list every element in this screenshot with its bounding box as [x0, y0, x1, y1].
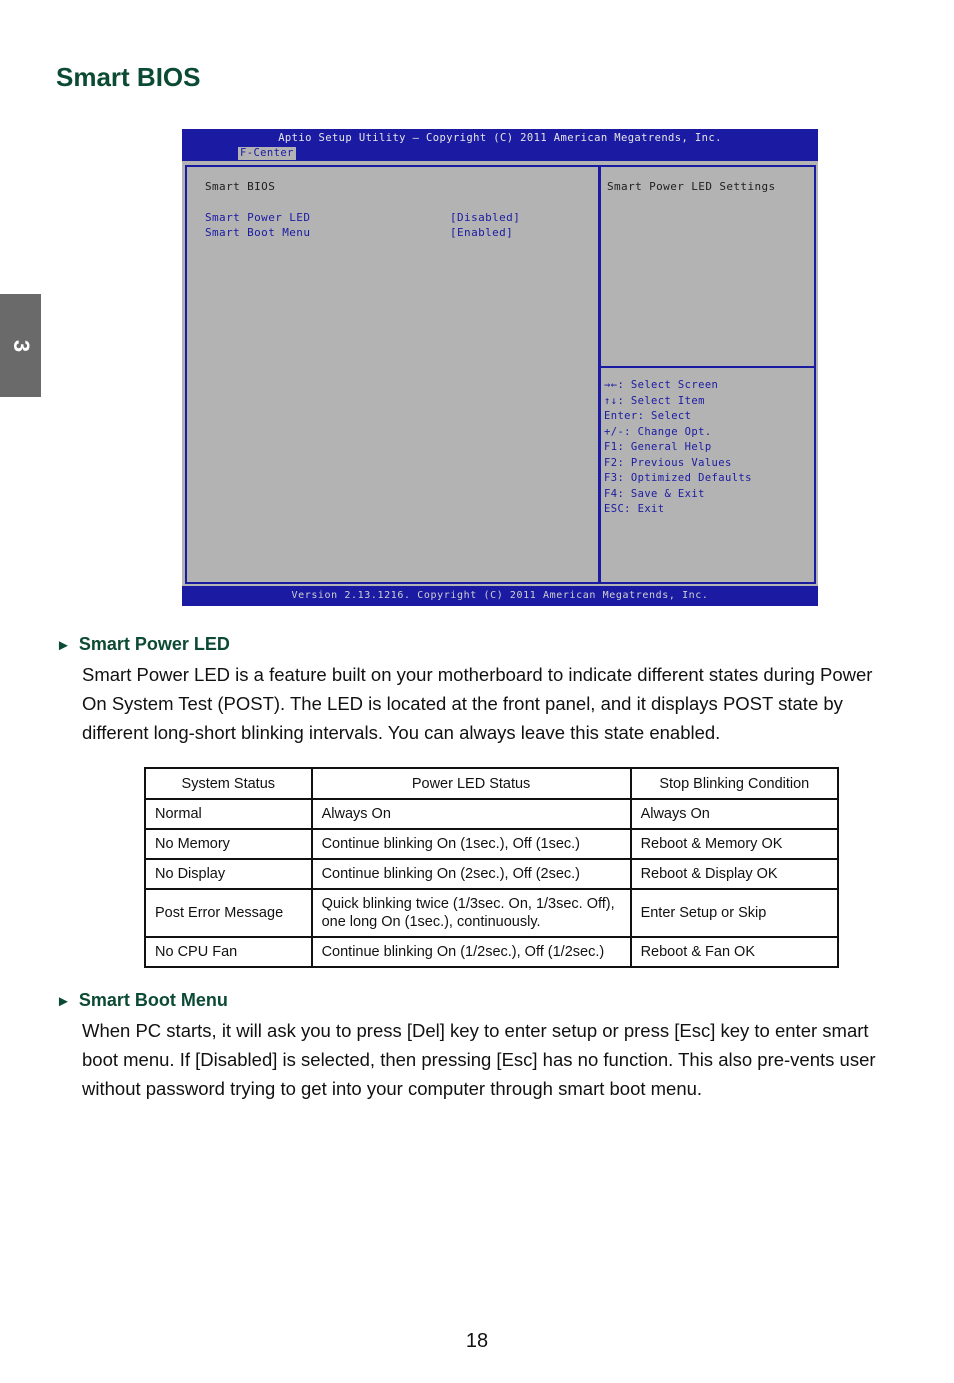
smart-boot-menu-option[interactable]: Smart Boot Menu	[205, 226, 311, 239]
help-divider	[601, 366, 814, 368]
table-row	[145, 799, 838, 829]
table-cell: Reboot & Display OK	[631, 859, 838, 889]
table-row	[145, 889, 838, 937]
table-cell: Reboot & Memory OK	[631, 829, 838, 859]
key-help-item: F2: Previous Values	[604, 456, 732, 469]
table-cell: Quick blinking twice (1/3sec. On, 1/3sec. Off), one long On (1sec.), continuously.	[312, 889, 631, 937]
smart-power-led-value[interactable]: [Disabled]	[450, 211, 521, 224]
smart-boot-menu-description: When PC starts, it will ask you to press [Del] key to enter setup or press [Esc] key to enter smart boot menu. If [Disabled] is selected, then pressing [Esc] has no function. This also pre-vents user without password trying to get into your computer through smart boot menu.	[82, 1020, 876, 1099]
table-cell: Post Error Message	[145, 889, 312, 937]
table-header-row	[145, 768, 838, 799]
key-help-item: Enter: Select	[604, 410, 692, 422]
table-cell: Normal	[145, 799, 312, 829]
table-cell: Always On	[312, 799, 631, 829]
table-row	[145, 859, 838, 889]
key-help-item: F3: Optimized Defaults	[604, 472, 752, 484]
page-number: 18	[465, 1330, 489, 1352]
heading-text: Smart Boot Menu	[78, 990, 228, 1010]
triangle-right-icon: ►	[56, 993, 71, 1010]
key-help-item: F1: General Help	[604, 441, 712, 453]
chapter-number: 3	[8, 339, 34, 352]
smart-power-led-option[interactable]: Smart Power LED	[205, 211, 311, 224]
table-cell: Continue blinking On (2sec.), Off (2sec.)	[312, 859, 631, 889]
table-cell: Continue blinking On (1sec.), Off (1sec.)	[312, 829, 631, 859]
table-cell: Enter Setup or Skip	[631, 889, 838, 937]
column-header: Stop Blinking Condition	[631, 768, 838, 799]
triangle-right-icon: ►	[56, 637, 71, 654]
smart-power-led-heading	[56, 634, 230, 655]
bios-screenshot	[182, 129, 818, 606]
table-cell: No Memory	[145, 829, 312, 859]
smart-power-led-description: Smart Power LED is a feature built on your motherboard to indicate different states during Power On System Test (POST). The LED is located at the front panel, and it displays POST state by different long-short blinking intervals. You can always leave this state enabled.	[82, 664, 873, 743]
page-title: Smart BIOS	[56, 62, 201, 92]
bios-header-title: Aptio Setup Utility – Copyright (C) 2011 American Megatrends, Inc.	[278, 132, 722, 144]
tab-f-center[interactable]: F-Center	[240, 147, 294, 159]
bios-footer: Version 2.13.1216. Copyright (C) 2011 American Megatrends, Inc.	[182, 586, 818, 606]
table-row	[145, 829, 838, 859]
chapter-tab	[0, 294, 41, 397]
bios-help-panel	[599, 165, 816, 584]
key-help-item: +/-: Change Opt.	[604, 425, 712, 438]
column-header: System Status	[145, 768, 312, 799]
led-status-table	[144, 767, 839, 968]
table-cell: Reboot & Fan OK	[631, 937, 838, 967]
table-cell: No Display	[145, 859, 312, 889]
key-help-item: ESC: Exit	[604, 503, 665, 515]
key-help-list	[604, 379, 752, 519]
table-row	[145, 937, 838, 967]
bios-section-title: Smart BIOS	[205, 180, 276, 193]
table-cell: Always On	[631, 799, 838, 829]
table-cell: Continue blinking On (1/2sec.), Off (1/2sec.)	[312, 937, 631, 967]
bios-header	[182, 129, 818, 161]
table-cell: No CPU Fan	[145, 937, 312, 967]
key-help-item: →←: Select Screen	[604, 379, 719, 391]
help-title: Smart Power LED Settings	[607, 180, 776, 193]
key-help-item: F4: Save & Exit	[604, 487, 705, 500]
column-header: Power LED Status	[312, 768, 631, 799]
smart-boot-menu-value[interactable]: [Enabled]	[450, 226, 514, 239]
bios-main-panel	[185, 165, 600, 584]
key-help-item: ↑↓: Select Item	[604, 394, 705, 407]
smart-boot-menu-heading	[56, 990, 228, 1011]
heading-text: Smart Power LED	[78, 634, 230, 654]
